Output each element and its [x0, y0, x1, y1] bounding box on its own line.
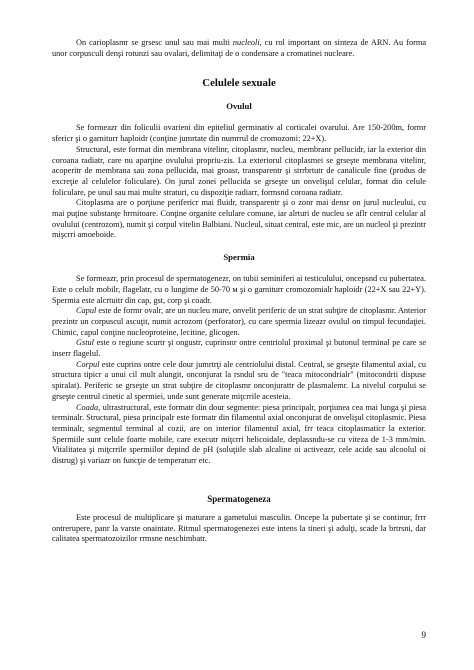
- cap-text: este de formr ovalr, are un nucleu mare, onvelit periferic de un strat subţire de citoplasmr. Anterior prezintr un corpuscul ascuţit, numit acrozom (perforator), cu care spermia lizeazr ovulul on timpul fecundaţiei. Chimic, capul conţine nucleoproteine, lecitine, glicogen.: [52, 306, 426, 337]
- ovul-paragraph-2: Structural, este format din membrana vitelinr, citoplasmr, nucleu, membranr pellucidr, iar la exterior din coroana radiatr, care nu aparţine ovulului propriu-zis. La exteriorul citoplasmei se grseşte membrana vitelinr, acoperitr de membrana sau zona pellucida, mai groasr, transparentr şi strrbrtutr de canaliculе fine (produs de excreţie al celulelor foliculare). On jurul zonei pellucida se grseşte un onvelişul celular, format din celule foliculare, pe unul sau mai multe straturi, cu dispoziţie radiarr, formsnd coroana radiatr.: [52, 144, 426, 197]
- corp-text: este cuprins ontre cele dour jumrtrţi ale centriolului distal. Central, se grseşte filamentul axial, cu structura tipicr a unui cil mult alungit, onconjurat la rsndul sru de "teaca mitocondrialr" (mitocondrii dispuse spiralat). Periferic se grseşte un strat subţire de citoplasmr onconjurattr de plasmalemr. La nivelul corpului se grseşte centrul cinetic al spermiei, unde sunt generate miţcrrile acesteia.: [52, 359, 426, 401]
- ovul-paragraph-1: Se formeazr din foliculii ovarieni din epiteliul germinativ al corticalei ovarului. Are 150-200m, formr sfericr şi o garniturr haploidr (conţine jumrtate din numrrul de cromozomi: 22+X).: [52, 123, 426, 144]
- gat-label: Gstul: [76, 338, 94, 348]
- gat-text: este o regiune scurtr şi ongustr, cuprinsnr ontre centriolul proximal şi butonul terminal pe care se inserr flagelul.: [52, 338, 426, 359]
- section-title: Celulele sexuale: [202, 77, 276, 90]
- spermie-coada-paragraph: [52, 403, 426, 467]
- corp-label: Corpul: [76, 359, 100, 369]
- intro-text-end: cu rol important on sinteza de ARN. Au forma unor corpusculi denşi rotunzi sau ovalari, delimitaţi de o condensare a cromatinei nucleare.: [52, 38, 427, 58]
- page-number: 9: [421, 630, 426, 640]
- spermie-paragraph-1: Se formeazr, prin procesul de spermatogenezr, on tubii seminiferi ai testiculului, oncepsnd cu pubertatea. Este o celulr mobilr, flagelatr, cu o lungime de 50-70 м şi o garniturr cromozomialr haploidr (22+X sau 22+Y). Spermia este alcrtuitr din cap, gst, corp şi coadr.: [52, 274, 426, 305]
- spermie-corp-paragraph: [52, 360, 426, 403]
- subsection-title-ovul: Ovulul: [226, 101, 252, 112]
- intro-paragraph: [52, 38, 426, 59]
- subsection-title-spermie: Spermia: [223, 252, 255, 263]
- ovul-paragraph-3: Citoplasma are o porţiune perifericr mai fluidr, transparentr şi o zonr mai densr on jurul nucleului, cu mai puţine substanţe hrrnitoare. Conţine organite celulare comune, iar alrturi de nucleu se aflr centrul celular al ovulului (centrozom), numit şi corpul vitelin Balbiani. Nucleul, situat central, este mic, are un nucleol şi prezintr mişcrri amoeboide.: [52, 198, 426, 240]
- spermie-cap-paragraph: [52, 306, 426, 338]
- spermatogeneza-paragraph: Este procesul de multiplicare şi maturare a gametului masculin. Oncepe la pubertate şi se continur, frrr ontrerupere, panr la varste onaintate. Ritmul spermatogenezei este intens la tineri şi adulţi, scade la brtrsni, dar calitatea spermatozoizilor rrmsne neschimbatr.: [52, 512, 426, 544]
- cap-label: Capul: [76, 306, 97, 316]
- coada-text: , ultrastructural, este formatr din dour segmente: piesa principalr, porţiunea cea mai lunga şi piesa terminalr. Structural, piesa principalr este formatr din filamentul axial onconjurat de onvelişul citoplasmic. Piesa terminalr, segmentul terminal al cozii, are on interior filamentul axial, frr teaca citoplasmaticr la exterior. Spermiile sunt celule foarte mobile, care executr miţcrri helicoidale, deplassndu-se cu viteza de 1-3 mm/min. Vitalitatea şi miţcrrile spermiilor depind de pH (soluţiile slab alcaline oi activeazr, cele acide sau alcoolul oi distrug) şi variazr on funcţie de temperaturr etc.: [52, 402, 426, 466]
- spermie-gat-paragraph: [52, 338, 426, 359]
- coada-label: Coada: [76, 402, 99, 412]
- intro-emphasis: nucleoli,: [232, 38, 262, 47]
- subsection-title-spermatogeneza: Spermatogeneza: [207, 493, 271, 504]
- intro-text: On carioplasmr se grsesc unul sau mai multi: [76, 38, 233, 47]
